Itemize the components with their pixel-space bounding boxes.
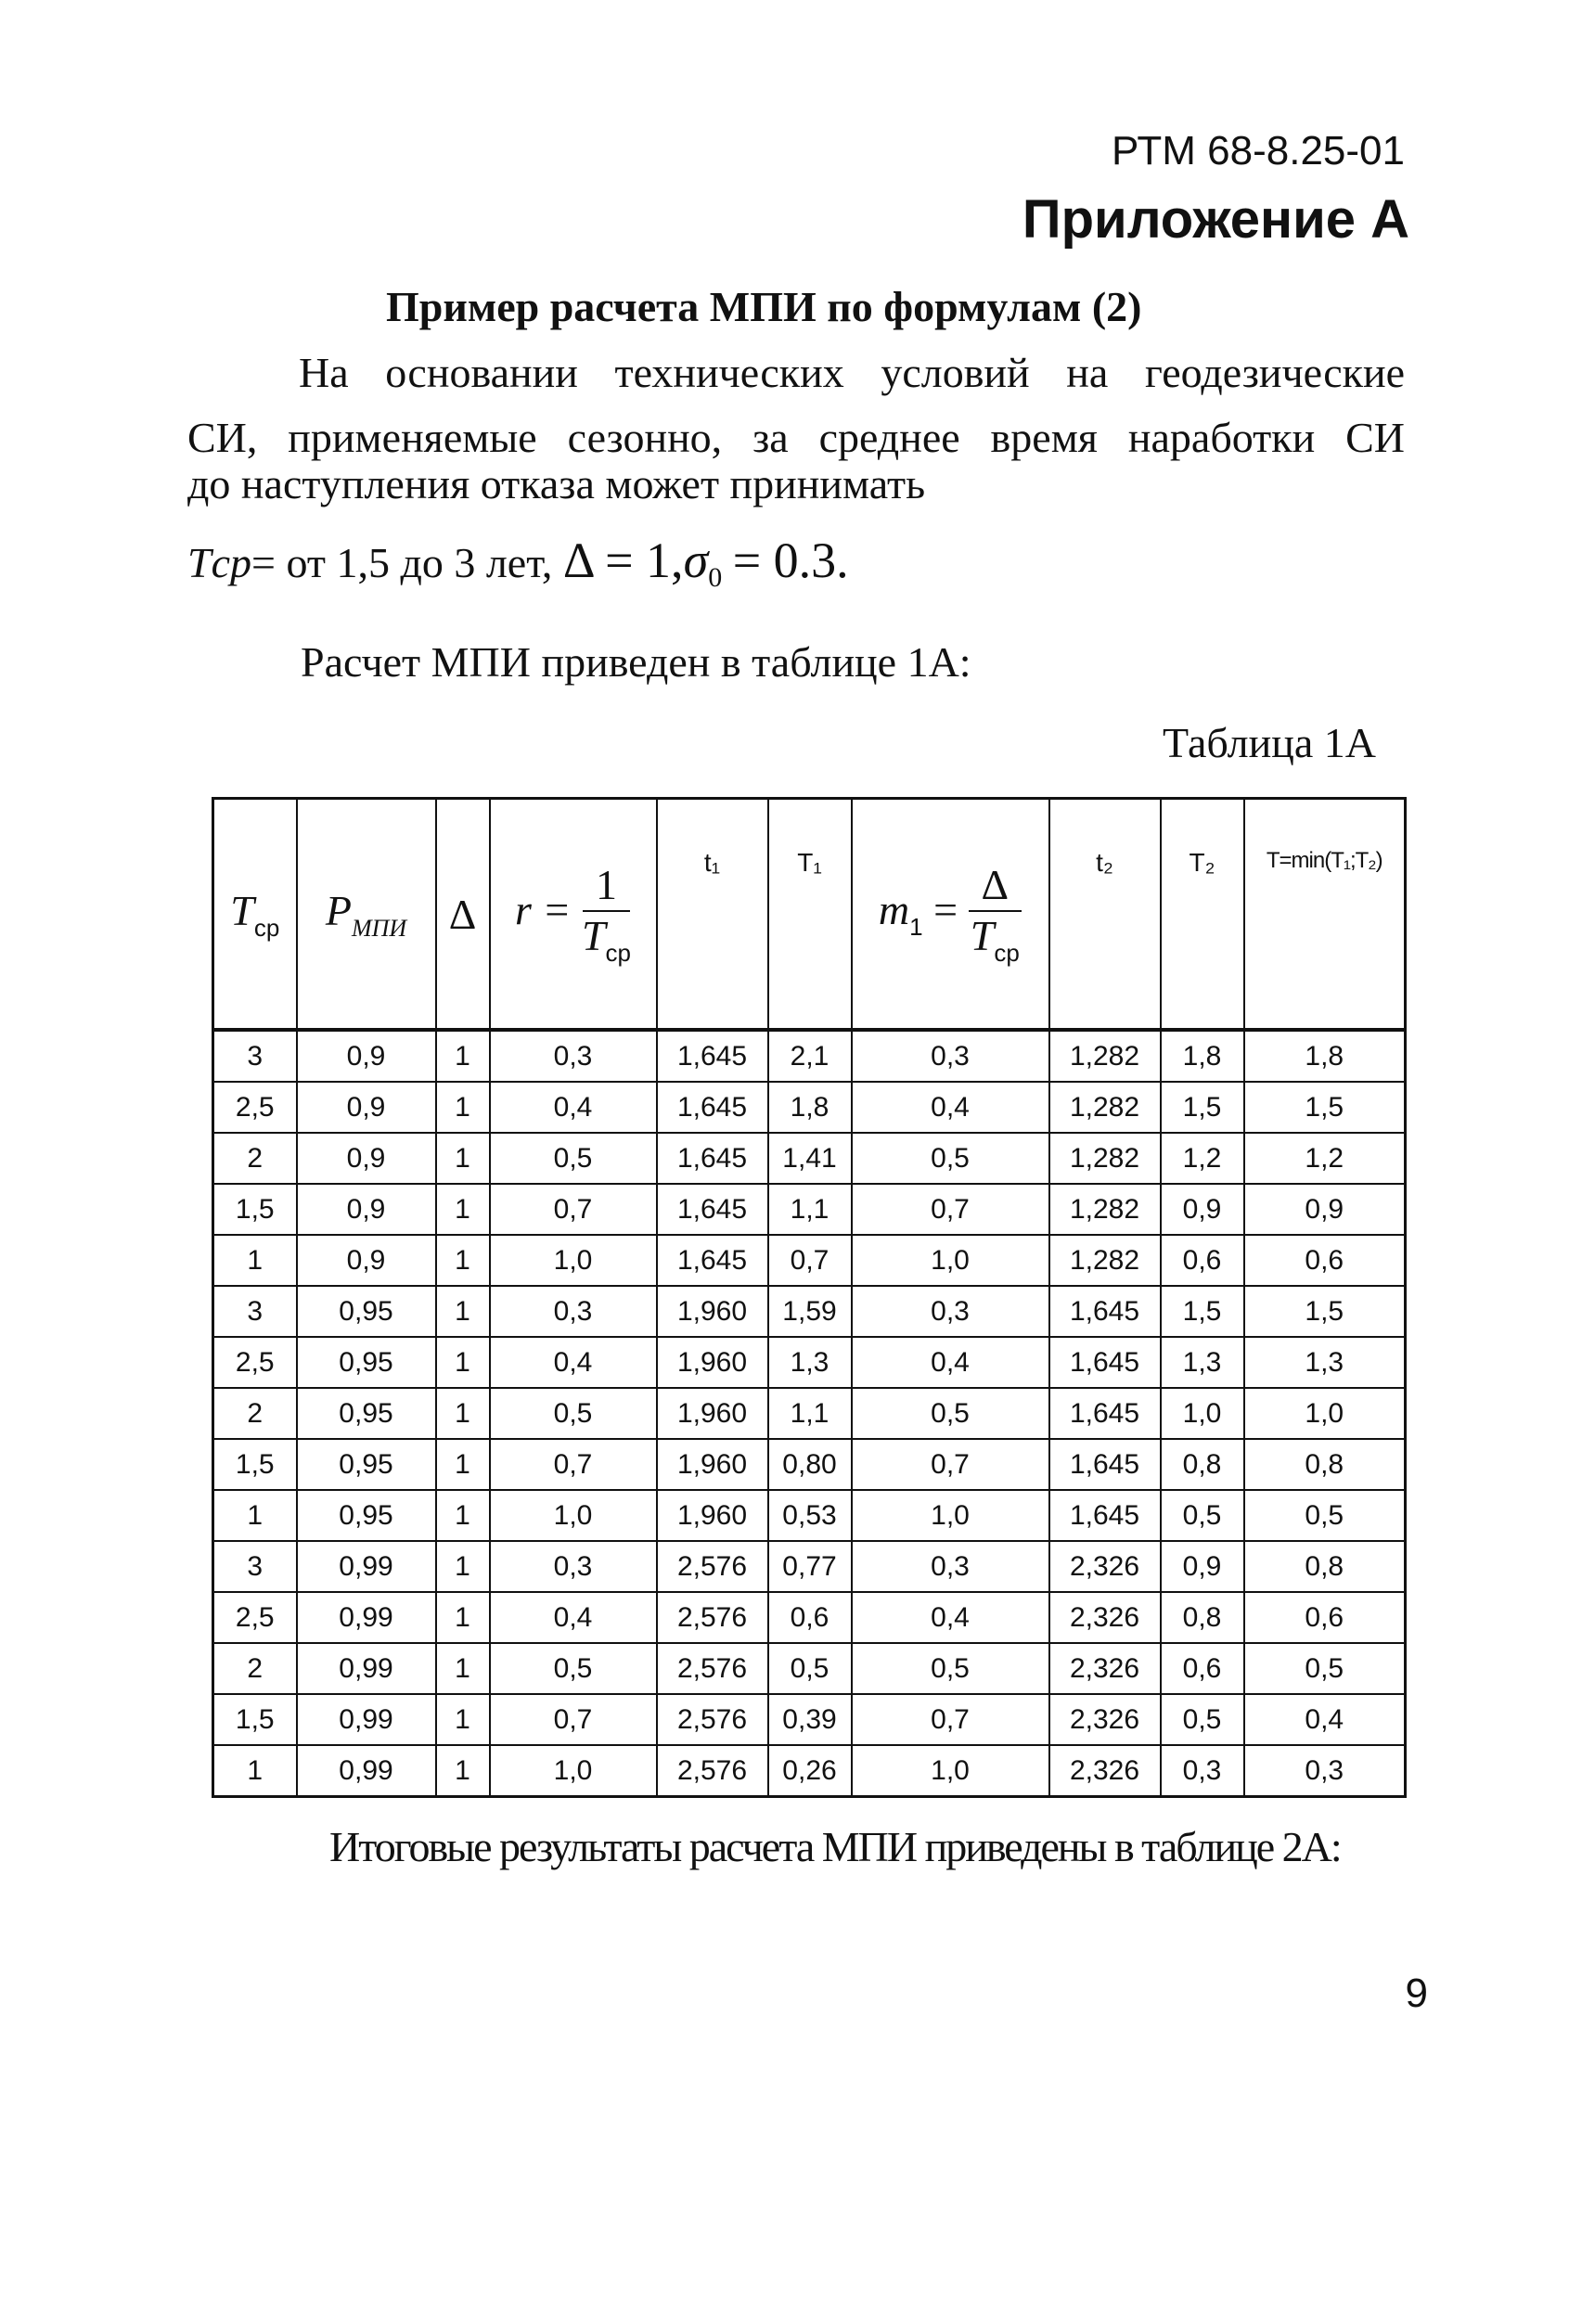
cell-t2: 2,326 xyxy=(1049,1694,1161,1745)
table-row xyxy=(213,1745,1406,1797)
cell-m1: 0,4 xyxy=(852,1337,1049,1388)
formula-sigma-sub: 0 xyxy=(708,562,723,594)
cell-m1: 0,4 xyxy=(852,1082,1049,1133)
formula-sigma: σ xyxy=(683,533,709,588)
cell-p-mpi: 0,99 xyxy=(297,1745,436,1797)
cell-t1: 1,960 xyxy=(657,1388,768,1439)
cell-T1: 0,7 xyxy=(768,1235,852,1286)
cell-T2: 1,8 xyxy=(1161,1030,1244,1082)
table-row xyxy=(213,1694,1406,1745)
cell-delta: 1 xyxy=(436,1337,490,1388)
header-p-mpi: $P_{МПИ}$ xyxy=(297,799,436,1031)
cell-tcp: 2 xyxy=(213,1133,297,1184)
summary-text: Итоговые результаты расчета МПИ приведены в таблице 2А: xyxy=(329,1823,1341,1870)
cell-T1: 0,53 xyxy=(768,1490,852,1541)
cell-t2: 1,282 xyxy=(1049,1235,1161,1286)
cell-t2: 2,326 xyxy=(1049,1592,1161,1643)
cell-t2: 2,326 xyxy=(1049,1745,1161,1797)
cell-p-mpi: 0,99 xyxy=(297,1541,436,1592)
cell-p-mpi: 0,99 xyxy=(297,1592,436,1643)
cell-t1: 1,645 xyxy=(657,1133,768,1184)
cell-T1: 1,1 xyxy=(768,1184,852,1235)
cell-p-mpi: 0,9 xyxy=(297,1235,436,1286)
paragraph-line-2: СИ, применяемые сезонно, за среднее время наработки СИ xyxy=(187,414,1405,461)
cell-p-mpi: 0,9 xyxy=(297,1133,436,1184)
cell-T1: 1,3 xyxy=(768,1337,852,1388)
cell-tcp: 2,5 xyxy=(213,1592,297,1643)
cell-t2: 1,645 xyxy=(1049,1439,1161,1490)
cell-tcp: 1,5 xyxy=(213,1694,297,1745)
cell-T-min: 1,5 xyxy=(1244,1286,1406,1337)
cell-p-mpi: 0,9 xyxy=(297,1082,436,1133)
cell-t2: 1,282 xyxy=(1049,1082,1161,1133)
cell-t2: 1,645 xyxy=(1049,1337,1161,1388)
cell-t1: 1,645 xyxy=(657,1082,768,1133)
cell-T2: 0,9 xyxy=(1161,1184,1244,1235)
cell-delta: 1 xyxy=(436,1184,490,1235)
header-tcp: $T_{ср}$ xyxy=(213,799,297,1031)
cell-delta: 1 xyxy=(436,1030,490,1082)
mpi-calculation-table xyxy=(212,797,1407,1798)
cell-delta: 1 xyxy=(436,1388,490,1439)
cell-T-min: 1,0 xyxy=(1244,1388,1406,1439)
header-r-formula: r = $\frac{1}{T_{ср}}$ xyxy=(490,799,657,1031)
cell-t2: 1,282 xyxy=(1049,1030,1161,1082)
example-title: Пример расчета МПИ по формулам (2) xyxy=(386,283,1142,330)
cell-t1: 1,960 xyxy=(657,1490,768,1541)
appendix-title: Приложение А xyxy=(1022,189,1409,250)
formula-range: = от 1,5 до 3 лет, xyxy=(251,539,553,586)
header-m1-formula: $m_1$ = $\frac{\Delta}{T_{ср}}$ xyxy=(852,799,1049,1031)
cell-r: 0,3 xyxy=(490,1541,657,1592)
cell-r: 0,3 xyxy=(490,1030,657,1082)
header-T1: T₁ xyxy=(768,799,852,1031)
cell-m1: 0,5 xyxy=(852,1133,1049,1184)
cell-r: 1,0 xyxy=(490,1235,657,1286)
cell-T1: 0,6 xyxy=(768,1592,852,1643)
page-number: 9 xyxy=(1405,1971,1428,2016)
cell-T-min: 0,9 xyxy=(1244,1184,1406,1235)
cell-tcp: 3 xyxy=(213,1286,297,1337)
calc-intro-text: Расчет МПИ приведен в таблице 1А: xyxy=(301,638,971,686)
table-caption: Таблица 1А xyxy=(1163,719,1376,766)
cell-t2: 2,326 xyxy=(1049,1541,1161,1592)
cell-r: 0,4 xyxy=(490,1337,657,1388)
cell-T2: 0,3 xyxy=(1161,1745,1244,1797)
cell-m1: 1,0 xyxy=(852,1235,1049,1286)
cell-tcp: 1,5 xyxy=(213,1439,297,1490)
cell-T-min: 1,3 xyxy=(1244,1337,1406,1388)
header-delta: Δ xyxy=(436,799,490,1031)
cell-T2: 0,8 xyxy=(1161,1592,1244,1643)
cell-T1: 2,1 xyxy=(768,1030,852,1082)
cell-T1: 1,41 xyxy=(768,1133,852,1184)
cell-delta: 1 xyxy=(436,1235,490,1286)
cell-delta: 1 xyxy=(436,1694,490,1745)
cell-p-mpi: 0,95 xyxy=(297,1286,436,1337)
cell-tcp: 1 xyxy=(213,1490,297,1541)
cell-p-mpi: 0,99 xyxy=(297,1643,436,1694)
cell-delta: 1 xyxy=(436,1133,490,1184)
cell-T2: 1,2 xyxy=(1161,1133,1244,1184)
cell-r: 0,4 xyxy=(490,1082,657,1133)
cell-T-min: 1,5 xyxy=(1244,1082,1406,1133)
cell-t2: 1,645 xyxy=(1049,1286,1161,1337)
cell-delta: 1 xyxy=(436,1592,490,1643)
cell-T-min: 0,5 xyxy=(1244,1490,1406,1541)
cell-p-mpi: 0,95 xyxy=(297,1337,436,1388)
cell-tcp: 1 xyxy=(213,1235,297,1286)
cell-delta: 1 xyxy=(436,1541,490,1592)
cell-T2: 0,8 xyxy=(1161,1439,1244,1490)
table-row xyxy=(213,1388,1406,1439)
cell-m1: 0,7 xyxy=(852,1694,1049,1745)
cell-delta: 1 xyxy=(436,1490,490,1541)
cell-T2: 0,6 xyxy=(1161,1643,1244,1694)
cell-p-mpi: 0,95 xyxy=(297,1439,436,1490)
cell-T1: 1,59 xyxy=(768,1286,852,1337)
cell-T1: 0,80 xyxy=(768,1439,852,1490)
cell-T1: 0,77 xyxy=(768,1541,852,1592)
cell-tcp: 1 xyxy=(213,1745,297,1797)
table-row xyxy=(213,1082,1406,1133)
cell-m1: 0,5 xyxy=(852,1643,1049,1694)
table-row xyxy=(213,1030,1406,1082)
cell-m1: 0,3 xyxy=(852,1030,1049,1082)
cell-t1: 2,576 xyxy=(657,1643,768,1694)
cell-r: 0,7 xyxy=(490,1439,657,1490)
table-row xyxy=(213,1235,1406,1286)
table-header-row xyxy=(213,799,1406,1031)
table-row xyxy=(213,1541,1406,1592)
cell-t1: 1,960 xyxy=(657,1439,768,1490)
cell-m1: 1,0 xyxy=(852,1745,1049,1797)
cell-T2: 1,5 xyxy=(1161,1286,1244,1337)
cell-T-min: 0,8 xyxy=(1244,1439,1406,1490)
cell-r: 0,5 xyxy=(490,1388,657,1439)
paragraph-line-1: На основании технических условий на геодезические xyxy=(299,349,1405,396)
cell-p-mpi: 0,9 xyxy=(297,1030,436,1082)
cell-p-mpi: 0,95 xyxy=(297,1388,436,1439)
formula-delta: Δ = 1, xyxy=(562,533,684,588)
table-body xyxy=(213,1030,1406,1797)
cell-r: 1,0 xyxy=(490,1490,657,1541)
cell-T-min: 0,4 xyxy=(1244,1694,1406,1745)
formula-sigma-value: = 0.3. xyxy=(732,533,849,588)
cell-p-mpi: 0,9 xyxy=(297,1184,436,1235)
cell-t2: 1,282 xyxy=(1049,1184,1161,1235)
cell-r: 0,3 xyxy=(490,1286,657,1337)
cell-T-min: 0,6 xyxy=(1244,1235,1406,1286)
cell-T1: 0,39 xyxy=(768,1694,852,1745)
table-row xyxy=(213,1439,1406,1490)
cell-delta: 1 xyxy=(436,1439,490,1490)
cell-t1: 1,960 xyxy=(657,1337,768,1388)
cell-t1: 1,960 xyxy=(657,1286,768,1337)
cell-T2: 1,5 xyxy=(1161,1082,1244,1133)
cell-T2: 1,0 xyxy=(1161,1388,1244,1439)
cell-T1: 0,26 xyxy=(768,1745,852,1797)
cell-T2: 0,5 xyxy=(1161,1694,1244,1745)
cell-tcp: 1,5 xyxy=(213,1184,297,1235)
cell-t2: 1,645 xyxy=(1049,1490,1161,1541)
cell-p-mpi: 0,99 xyxy=(297,1694,436,1745)
cell-T-min: 0,8 xyxy=(1244,1541,1406,1592)
paragraph-line-3: до наступления отказа может принимать xyxy=(187,460,926,507)
cell-m1: 0,3 xyxy=(852,1286,1049,1337)
cell-T-min: 0,5 xyxy=(1244,1643,1406,1694)
cell-tcp: 2,5 xyxy=(213,1337,297,1388)
cell-m1: 1,0 xyxy=(852,1490,1049,1541)
cell-r: 0,7 xyxy=(490,1694,657,1745)
cell-r: 0,5 xyxy=(490,1643,657,1694)
cell-T-min: 1,2 xyxy=(1244,1133,1406,1184)
cell-tcp: 2,5 xyxy=(213,1082,297,1133)
cell-t2: 2,326 xyxy=(1049,1643,1161,1694)
cell-T2: 0,5 xyxy=(1161,1490,1244,1541)
table-row xyxy=(213,1286,1406,1337)
cell-m1: 0,5 xyxy=(852,1388,1049,1439)
header-t1: t₁ xyxy=(657,799,768,1031)
header-T-min: T=min(T₁;T₂) xyxy=(1244,799,1406,1031)
cell-T1: 1,1 xyxy=(768,1388,852,1439)
cell-t2: 1,645 xyxy=(1049,1388,1161,1439)
table-row xyxy=(213,1133,1406,1184)
table-row xyxy=(213,1184,1406,1235)
cell-t1: 2,576 xyxy=(657,1541,768,1592)
header-t2: t₂ xyxy=(1049,799,1161,1031)
header-T2: T₂ xyxy=(1161,799,1244,1031)
cell-t1: 1,645 xyxy=(657,1235,768,1286)
cell-T1: 0,5 xyxy=(768,1643,852,1694)
cell-delta: 1 xyxy=(436,1286,490,1337)
cell-T1: 1,8 xyxy=(768,1082,852,1133)
cell-delta: 1 xyxy=(436,1082,490,1133)
table-row xyxy=(213,1337,1406,1388)
cell-t1: 1,645 xyxy=(657,1030,768,1082)
cell-tcp: 3 xyxy=(213,1541,297,1592)
cell-T-min: 0,3 xyxy=(1244,1745,1406,1797)
cell-r: 0,4 xyxy=(490,1592,657,1643)
cell-tcp: 2 xyxy=(213,1643,297,1694)
cell-T-min: 0,6 xyxy=(1244,1592,1406,1643)
cell-r: 0,5 xyxy=(490,1133,657,1184)
cell-r: 0,7 xyxy=(490,1184,657,1235)
cell-T2: 1,3 xyxy=(1161,1337,1244,1388)
cell-delta: 1 xyxy=(436,1643,490,1694)
cell-tcp: 2 xyxy=(213,1388,297,1439)
table-row xyxy=(213,1643,1406,1694)
cell-t2: 1,282 xyxy=(1049,1133,1161,1184)
cell-T2: 0,6 xyxy=(1161,1235,1244,1286)
cell-m1: 0,7 xyxy=(852,1184,1049,1235)
formula-line xyxy=(187,532,849,594)
table-row xyxy=(213,1490,1406,1541)
cell-m1: 0,3 xyxy=(852,1541,1049,1592)
table-row xyxy=(213,1592,1406,1643)
cell-t1: 2,576 xyxy=(657,1745,768,1797)
cell-m1: 0,4 xyxy=(852,1592,1049,1643)
cell-t1: 1,645 xyxy=(657,1184,768,1235)
cell-t1: 2,576 xyxy=(657,1694,768,1745)
cell-T-min: 1,8 xyxy=(1244,1030,1406,1082)
cell-p-mpi: 0,95 xyxy=(297,1490,436,1541)
cell-r: 1,0 xyxy=(490,1745,657,1797)
cell-T2: 0,9 xyxy=(1161,1541,1244,1592)
cell-m1: 0,7 xyxy=(852,1439,1049,1490)
document-code: РТМ 68-8.25-01 xyxy=(1112,128,1405,173)
cell-tcp: 3 xyxy=(213,1030,297,1082)
formula-tcp: Tср xyxy=(187,539,251,586)
cell-delta: 1 xyxy=(436,1745,490,1797)
cell-t1: 2,576 xyxy=(657,1592,768,1643)
